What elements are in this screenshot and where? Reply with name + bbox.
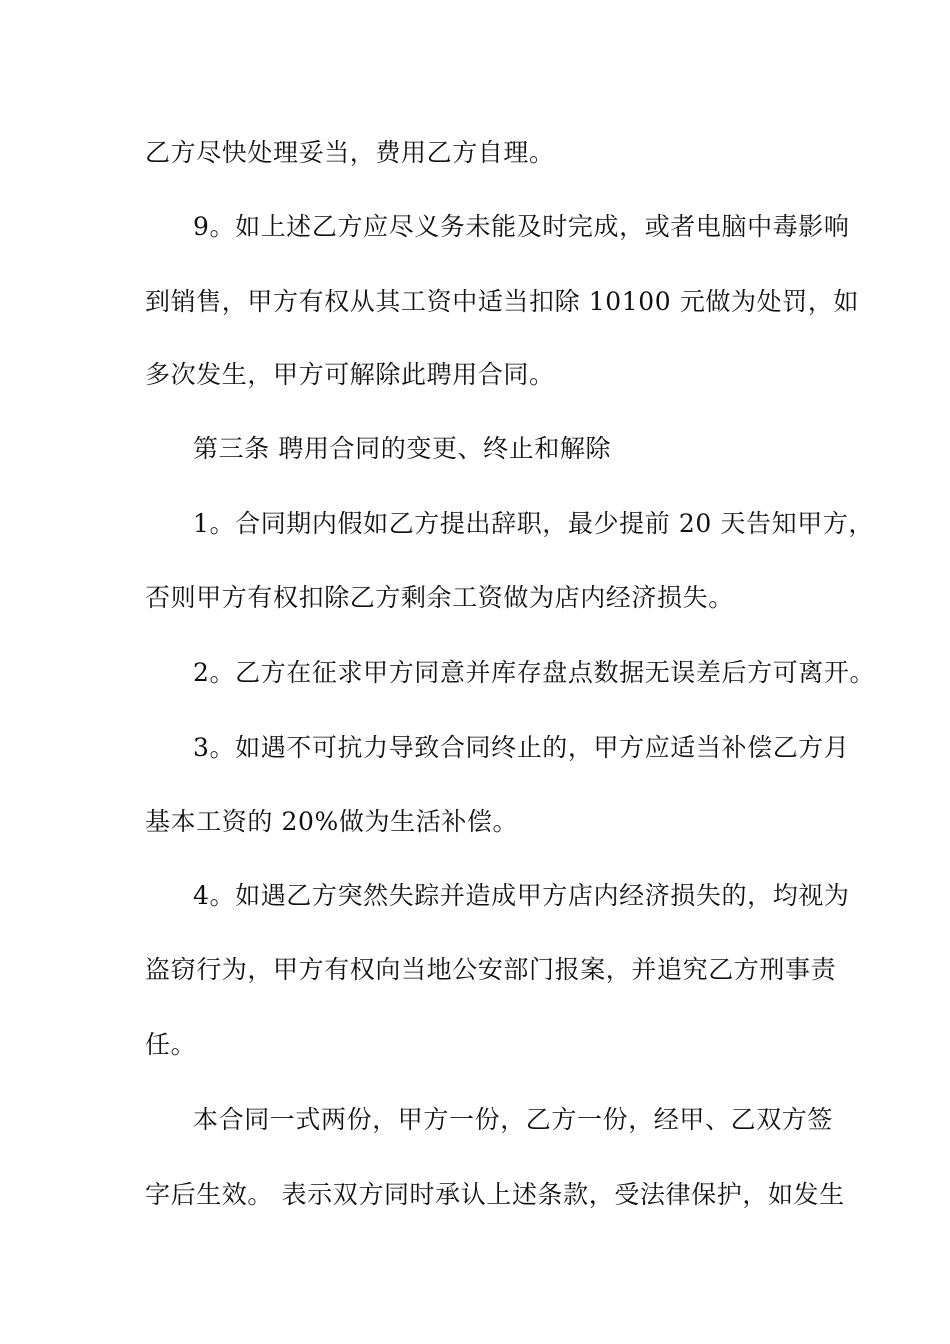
text-line: 任。 xyxy=(145,1030,197,1059)
clause-2-line: 2。乙方在征求甲方同意并库存盘点数据无误差后方可离开。 xyxy=(193,658,876,687)
text-line: 字后生效。 表示双方同时承认上述条款，受法律保护，如发生 xyxy=(145,1180,845,1209)
section-heading: 第三条 聘用合同的变更、终止和解除 xyxy=(193,434,612,463)
clause-3-line: 3。如遇不可抗力导致合同终止的，甲方应适当补偿乙方月 xyxy=(193,733,850,762)
closing-paragraph-line: 本合同一式两份，甲方一份，乙方一份，经甲、乙双方签 xyxy=(193,1105,834,1134)
text-line: 基本工资的 20%做为生活补偿。 xyxy=(145,807,519,836)
text-line: 到销售，甲方有权从其工资中适当扣除 10100 元做为处罚，如 xyxy=(145,287,860,316)
text-line: 否则甲方有权扣除乙方剩余工资做为店内经济损失。 xyxy=(145,583,734,612)
text-line: 多次发生，甲方可解除此聘用合同。 xyxy=(145,360,555,389)
clause-1-line: 1。合同期内假如乙方提出辞职，最少提前 20 天告知甲方， xyxy=(193,509,875,538)
clause-9-line: 9。如上述乙方应尽义务未能及时完成，或者电脑中毒影响 xyxy=(193,212,850,241)
text-line: 盗窃行为，甲方有权向当地公安部门报案，并追究乙方刑事责 xyxy=(145,955,837,984)
clause-4-line: 4。如遇乙方突然失踪并造成甲方店内经济损失的，均视为 xyxy=(193,881,850,910)
text-line: 乙方尽快处理妥当，费用乙方自理。 xyxy=(145,138,555,167)
